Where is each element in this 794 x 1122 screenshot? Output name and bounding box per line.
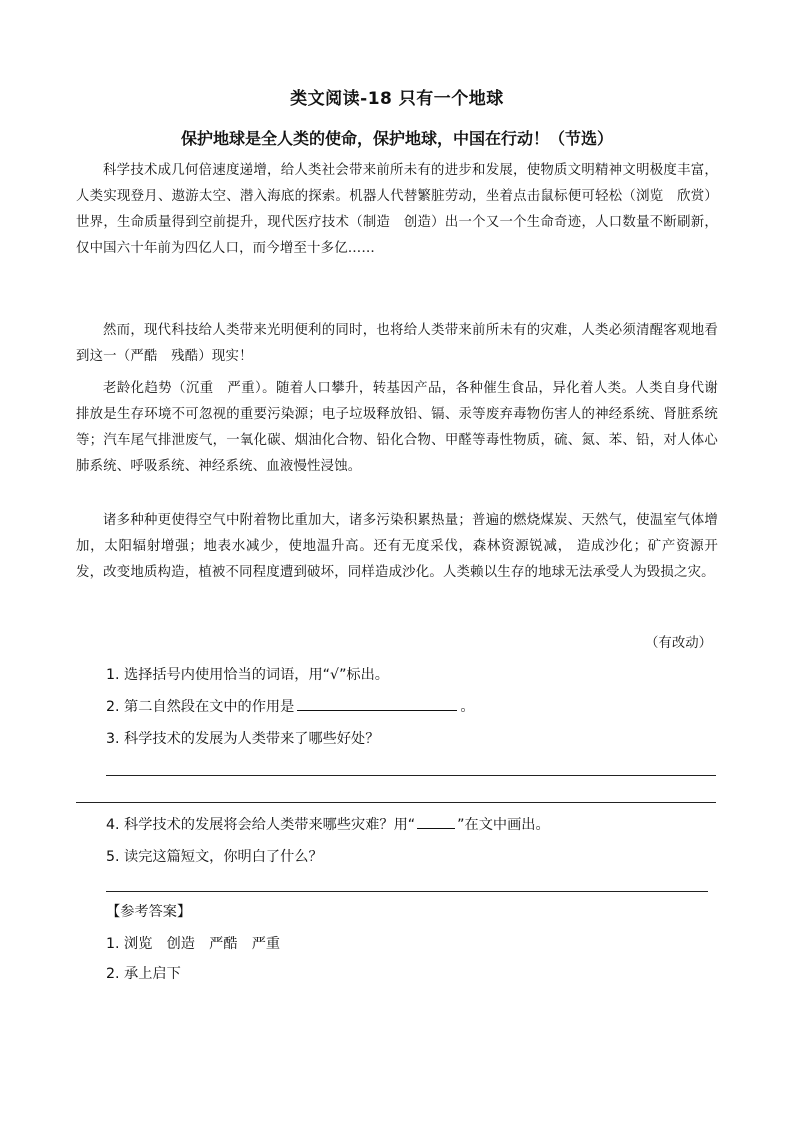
- question-1: 1. 选择括号内使用恰当的词语，用“√”标出。: [106, 667, 389, 683]
- answer-line-5[interactable]: [106, 891, 708, 892]
- passage-paragraph-4: 诸多种种更使得空气中附着物比重加大，诸多污染积累热量；普遍的燃烧煤炭、天然气，使温室气体增加，太阳辐射增强；地表水减少，使地温升高。还有无度采伐，森林资源锐减， 造成沙化；矿产资源开发，改变地质构造，植被不同程度遭到破坏，同样造成沙化。人类赖以生存的地球无法承受人为毁损之灾。: [76, 513, 718, 580]
- answers-heading: 【参考答案】: [106, 904, 192, 920]
- answer-1: 1. 浏览 创造 严酷 严重: [106, 936, 281, 952]
- answer-line-3a[interactable]: [106, 775, 716, 776]
- question-3: 3. 科学技术的发展为人类带来了哪些好处？: [106, 731, 380, 747]
- question-4-text: 4. 科学技术的发展将会给人类带来哪些灾难？用“: [106, 817, 416, 833]
- question-2-answer-blank[interactable]: [297, 696, 457, 711]
- question-2: [106, 696, 475, 716]
- passage-paragraph-3: 老龄化趋势（沉重 严重）。随着人口攀升，转基因产品，各种催生食品，异化着人类。人类自身代谢排放是生存环境不可忽视的重要污染源；电子垃圾释放铅、镉、汞等废弃毒物伤害人的神经系统、肾脏系统等；汽车尾气排泄废气，一氧化碳、烟油化合物、铅化合物、甲醛等毒性物质，硫、氮、苯、铅，对人体心肺系统、呼吸系统、神经系统、血液慢性浸蚀。: [76, 381, 718, 474]
- adaptation-note: （有改动）: [645, 636, 712, 651]
- answer-2: 2. 承上启下: [106, 966, 181, 982]
- question-4: [106, 814, 550, 834]
- passage-paragraph-1: 科学技术成几何倍速度递增，给人类社会带来前所未有的进步和发展，使物质文明精神文明极度丰富，人类实现登月、遨游太空、潜入海底的探索。机器人代替繁脏劳动，坐着点击鼠标便可轻松（浏览 欣赏）世界，生命质量得到空前提升，现代医疗技术（制造 创造）出一个又一个生命奇迹，人口数量不断刷新，仅中国六十年前为四亿人口，而今增至十多亿……: [76, 163, 718, 256]
- question-2-text: 2. 第二自然段在文中的作用是: [106, 699, 295, 715]
- passage-paragraph-2: 然而，现代科技给人类带来光明便利的同时，也将给人类带来前所未有的灾难，人类必须清醒客观地看到这一（严酷 残酷）现实！: [76, 323, 718, 364]
- passage-title: 保护地球是全人类的使命，保护地球，中国在行动！（节选）: [180, 129, 613, 148]
- question-5: 5. 读完这篇短文，你明白了什么？: [106, 849, 323, 865]
- worksheet-title: 类文阅读-18 只有一个地球: [290, 89, 504, 109]
- underline-sample: [417, 814, 455, 829]
- answer-line-3b[interactable]: [76, 802, 716, 803]
- question-2-end: 。: [460, 699, 475, 715]
- question-4-end: ”在文中画出。: [457, 817, 550, 833]
